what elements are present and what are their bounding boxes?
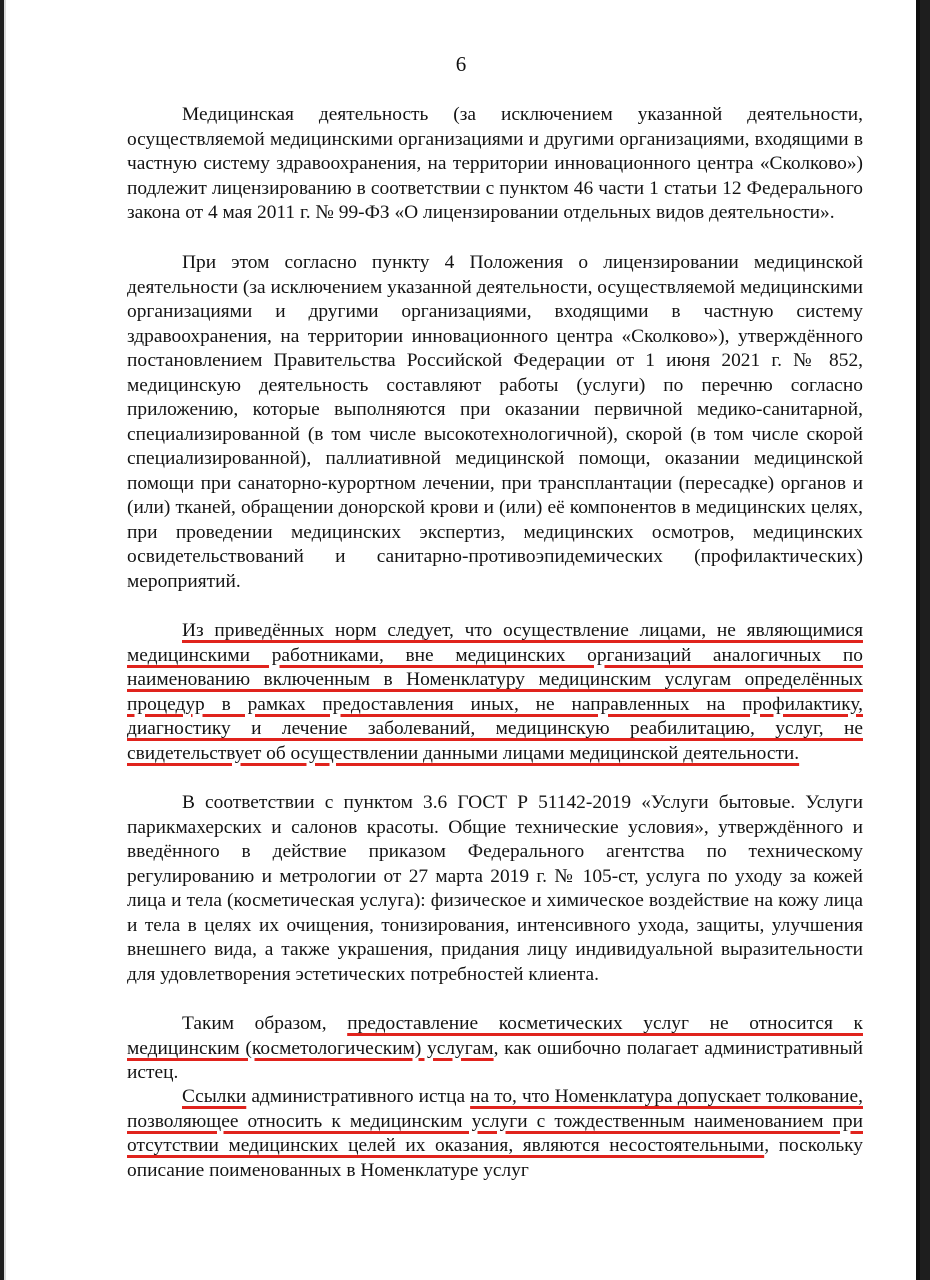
highlighted-text: Из приведённых норм следует, что осуществление лицами, не являющимися медицинскими работниками, вне медицинских организаций аналогичных по наименованию включенным в Номенклатуру медицинским услугам определённых процедур в рамках предоставления иных, не направленных на профилактику, диагностику и лечение заболеваний, медицинскую реабилитацию, услуг, не свидетельствует об осуществлении данными лицами медицинской деятельности. <box>127 620 863 764</box>
highlighted-text: Ссылки <box>182 1086 247 1107</box>
paragraph-gost <box>127 791 863 987</box>
text-segment: , поскольку описание поименованных в Номенклатуре услуг <box>127 1135 863 1181</box>
document-page <box>4 0 920 1280</box>
paragraph-conclusion-norms <box>127 619 863 766</box>
text-segment: , как ошибочно полагает административный истец. <box>127 1037 863 1083</box>
page-number: 6 <box>455 52 467 76</box>
text-segment: административного истца <box>246 1086 471 1107</box>
highlighted-text: предоставление косметических услуг не относится к медицинским (косметологическим) услугам <box>127 1013 863 1059</box>
paragraph-regulation <box>127 251 863 594</box>
text-segment: Медицинская деятельность (за исключением указанной деятельности, осуществляемой медицинскими организациями и другими организациями, входящими в частную систему здравоохранения, на территории инновационного центра «Сколково») подлежит лицензированию в соответствии с пунктом 46 части 1 статьи 12 Федерального закона от 4 мая 2011 г. № 99-ФЗ «О лицензировании отдельных видов деятельности». <box>127 104 863 223</box>
highlighted-text: на то, что Номенклатура допускает толкование, позволяющее относить к медицинским услуги с тождественным наименованием при отсутствии медицинских целей их оказания, являются несостоятельными <box>127 1086 863 1156</box>
text-segment: Таким образом, <box>182 1013 348 1034</box>
paragraph-cosmetic-services <box>127 1012 863 1086</box>
paragraph-licensing <box>127 103 863 226</box>
text-segment: При этом согласно пункту 4 Положения о лицензировании медицинской деятельности (за исключением указанной деятельности, осуществляемой медицинскими организациями и другими организациями, входящими в частную систему здравоохранения, на территории инновационного центра «Сколково»), утверждённого постановлением Правительства Российской Федерации от 1 июня 2021 г. № 852, медицинскую деятельность составляют работы (услуги) по перечню согласно приложению, которые выполняются при оказании первичной медико-санитарной, специализированной (в том числе высокотехнологичной), скорой (в том числе скорой специализированной), паллиативной медицинской помощи, оказании медицинской помощи при санаторно-курортном лечении, при трансплантации (пересадке) органов и (или) тканей, обращении донорской крови и (или) её компонентов в медицинских целях, при проведении медицинских экспертиз, медицинских осмотров, медицинских освидетельствований и санитарно-противоэпидемических (профилактических) мероприятий. <box>127 252 863 592</box>
text-segment: В соответствии с пунктом 3.6 ГОСТ Р 51142-2019 «Услуги бытовые. Услуги парикмахерских и салонов красоты. Общие технические условия», утверждённого и введённого в действие приказом Федерального агентства по техническому регулированию и метрологии от 27 марта 2019 г. № 105-ст, услуга по уходу за кожей лица и тела (косметическая услуга): физическое и химическое воздействие на кожу лица и тела в целях их очищения, тонизирования, интенсивного ухода, защиты, улучшения внешнего вида, а также украшения, придания лицу индивидуальной выразительности для удовлетворения эстетических потребностей клиента. <box>127 792 863 985</box>
paragraph-plaintiff-claims <box>127 1085 863 1183</box>
